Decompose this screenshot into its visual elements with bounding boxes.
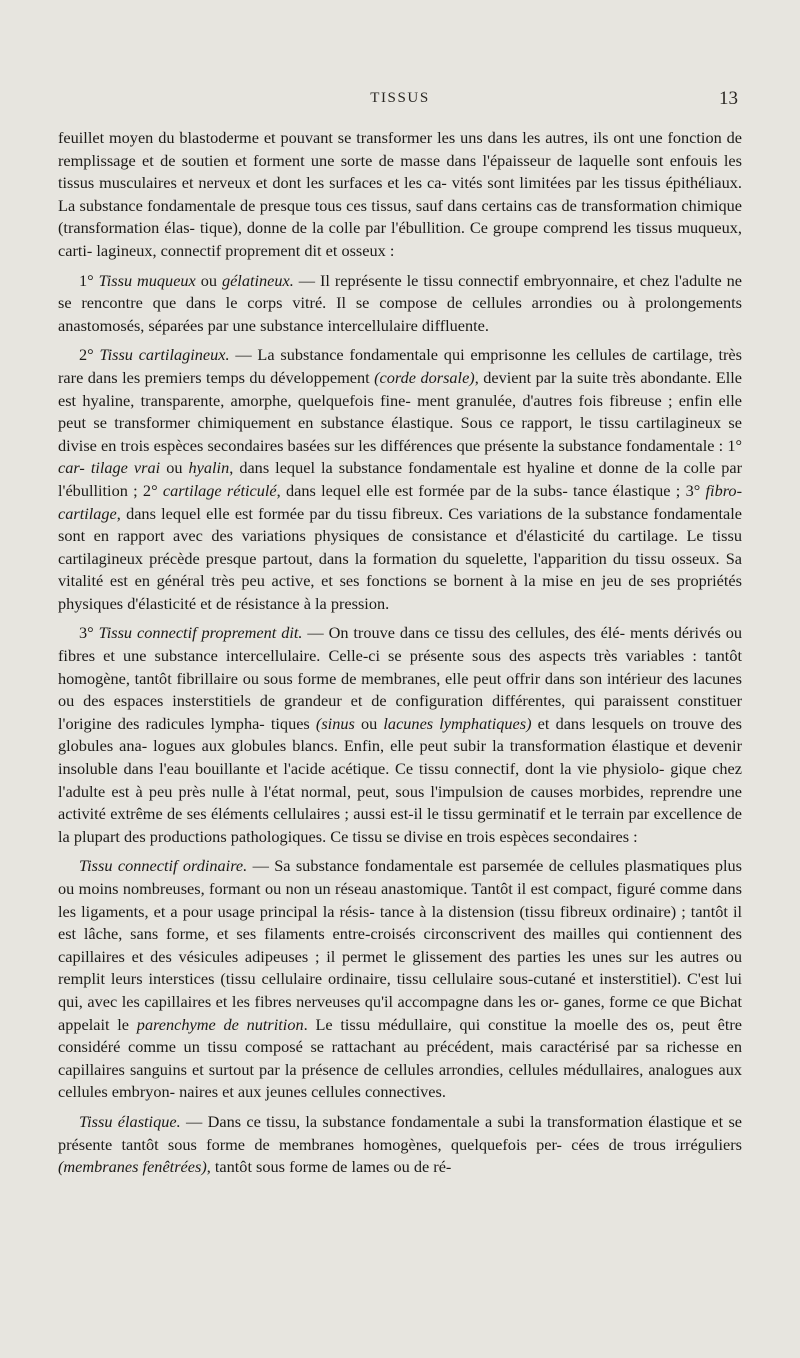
body-text [58, 127, 742, 1186]
italic-text: (sinus [315, 713, 355, 733]
paragraph [58, 344, 742, 615]
page-number: 13 [719, 88, 738, 109]
text-run: — Sa substance fondamentale est parsemée de cellules plasmatiques plus ou moins nombreuses, formant ou non un réseau anastomique. Tantôt il est compact, figuré comme dans les ligaments, et a pour usage principal la résis- tance à la distension (tissu fibreux ordinaire) ; tantôt il est lâche, sans forme, et ses filaments entre-croisés circonscrivent des mailles qui contiennent des capillaires et des vésicules adipeuses ; il permet le glissement des parties les unes sur les autres ou remplit leurs interstices (tissu cellulaire ordinaire, tissu cellulaire sous-cutané et insterstitiel). C'est lui qui, avec les capillaires et les fibres nerveuses qu'il accompagne dans les or- ganes, forme ce que Bichat appelait le [58, 856, 742, 1034]
italic-text: (corde dorsale) [374, 367, 475, 387]
paragraph [58, 127, 742, 263]
text-run: feuillet moyen du blastoderme et pouvant se transformer les uns dans les autres, ils ont une fonction de remplissage et de soutien et forment une sorte de masse dans l'épaisseur de laquelle sont enfouis les tissus musculaires et nerveux et dont les surfaces et les ca- vités sont limitées par les tissus épithéliaux. La substance fondamentale de presque tous ces tissus, sauf dans certains cas de transformation chimique (transformation élas- tique), donne de la colle par l'ébullition. Ce groupe comprend les tissus muqueux, carti- lagineux, connectif proprement dit et osseux : [58, 128, 742, 260]
text-run: . Le tissu médullaire, qui constitue la moelle des os, peut être considéré comme un tissu composé se rattachant au précédent, mais caractérisé par sa richesse en capillaires sanguins et surtout par la présence de cellules arrondies, cellules médullaires, analogues aux cellules embryon- naires et aux jeunes cellules connectives. [58, 1014, 742, 1102]
italic-text: cartilage réticulé [162, 480, 277, 500]
italic-text: hyalin [188, 458, 230, 478]
italic-text: gélatineux. [221, 270, 294, 290]
italic-text: Tissu connectif proprement dit. [98, 623, 303, 643]
text-run: , dans lequel elle est formée par du tissu fibreux. Ces variations de la substance fondamentale sont en rapport avec des variations physiques de consistance et d'élasticité du cartilage. Le tissu cartilagineux précède presque partout, dans la formation du squelette, l'apparition du tissu osseux. Sa vitalité est en général très peu active, et ses fonctions se bornent à la mise en jeu de ses propriétés physiques d'élasticité et de résistance à la pression. [58, 503, 742, 613]
text-run: — Dans ce tissu, la substance fondamentale a subi la transformation élastique et se présente tantôt sous forme de membranes homogènes, quelquefois per- cées de trous irréguliers [58, 1111, 743, 1154]
italic-text: Tissu cartilagineux. [99, 345, 230, 365]
italic-text: fibro-cartilage [58, 480, 742, 523]
text-run: , devient par la suite très abondante. Elle est hyaline, transparente, amorphe, quelquefois fine- ment granulée, d'autres fois fibreuse ; enfin elle peut se transformer chimiquement en substance élastique. Sous ce rapport, le tissu cartilagineux se divise en trois espèces secondaires basées sur les différences que présente la substance fondamentale : 1° [58, 367, 742, 455]
text-run: 3° [79, 623, 99, 643]
italic-text: lacunes lymphatiques) [383, 713, 532, 733]
text-run: — Il représente le tissu connectif embryonnaire, et chez l'adulte ne se rencontre que dans le corps vitré. Il se compose de cellules arrondies ou à prolongements anastomosés, séparées par une substance intercellulaire diffluente. [58, 270, 742, 335]
text-run: , tantôt sous forme de lames ou de ré- [206, 1157, 452, 1177]
running-title: TISSUS [370, 90, 430, 106]
italic-text: (membranes fenêtrées) [58, 1157, 207, 1177]
text-run: ou [160, 458, 189, 478]
text-run: , dans lequel la substance fondamentale est hyaline et donne de la colle par l'ébullition ; 2° [58, 458, 743, 500]
italic-text: Tissu muqueux [98, 270, 196, 290]
text-run: — On trouve dans ce tissu des cellules, des élé- ments dérivés ou fibres et une substance intercellulaire. Celle-ci se présente sous des aspects très variables : tantôt homogène, tantôt fibrillaire ou sous forme de membranes, elle peut offrir dans son intérieur des lacunes ou des espaces insterstitiels de grandeur et de configuration différentes, qui paraissent constituer l'origine des radicules lympha- tiques [58, 623, 742, 733]
paragraph [58, 1111, 742, 1179]
italic-text: Tissu connectif ordinaire. [79, 856, 248, 876]
paragraph [58, 855, 742, 1104]
text-run: ou [354, 713, 384, 733]
italic-text: Tissu élastique. [79, 1111, 181, 1131]
italic-text: car- tilage vrai [58, 458, 161, 478]
text-run: ou [195, 270, 222, 290]
italic-text: parenchyme de nutrition [136, 1014, 304, 1034]
text-run: , dans lequel elle est formée par de la subs- tance élastique ; 3° [276, 480, 706, 500]
page-header [0, 88, 800, 118]
text-run: 1° [79, 270, 99, 290]
paragraph [58, 270, 742, 338]
text-run: et dans lesquels on trouve des globules ana- logues aux globules blancs. Enfin, elle peut subir la transformation élastique et devenir insoluble dans l'eau bouillante et l'acide acétique. Ce tissu connectif, dont la vie physiolo- gique chez l'adulte est à peu près nulle à l'état normal, peut, sous l'impulsion de causes morbides, reprendre une activité extrême de ses éléments cellulaires ; aussi est-il le tissu germinatif et le terrain par excellence de la plupart des productions pathologiques. Ce tissu se divise en trois espèces secondaires : [58, 713, 743, 846]
text-run: — La substance fondamentale qui emprisonne les cellules de cartilage, très rare dans les premiers temps du développement [58, 345, 742, 387]
paragraph [58, 622, 742, 848]
text-run: 2° [79, 345, 100, 365]
